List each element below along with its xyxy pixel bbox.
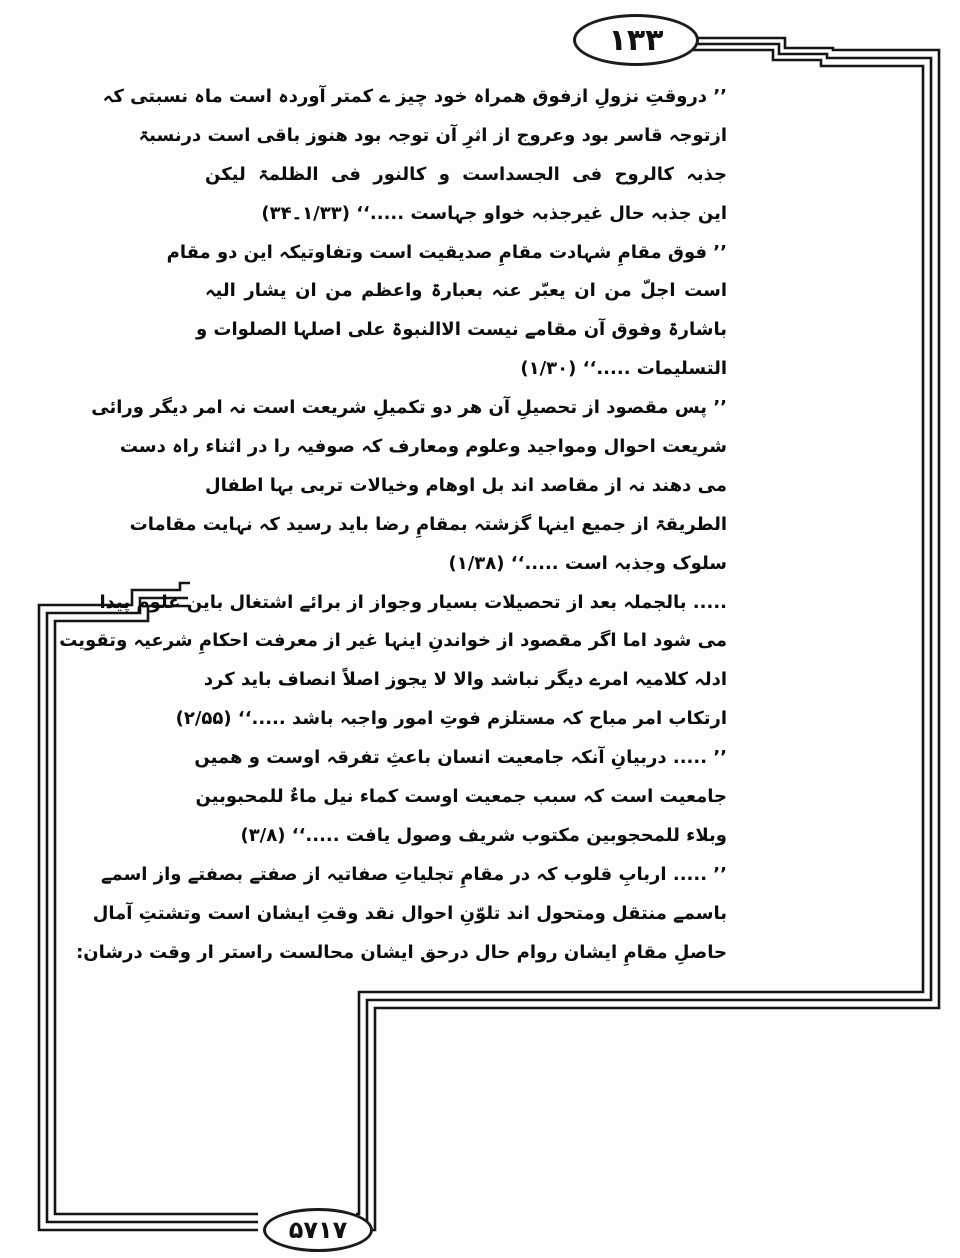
text-line: جامعیت است کہ سبب جمعیت اوست کماء نیل ماءٌ للمحبوبین: [195, 786, 727, 808]
folio-number: ۵۷۱۷: [288, 1216, 348, 1244]
text-line: این جذبہ حال غیرجذبہ خواو جہاست .....‘‘ (۱/۳۳۔۳۴): [261, 202, 727, 224]
text-line: شریعت احوال ومواجید وعلوم ومعارف کہ صوفیہ را در اثناء راہ دست: [119, 436, 727, 458]
text-line: ادلہ کلامیہ امرے دیگر نباشد والا لا یجوز اصلاً انصاف باید کرد: [203, 669, 727, 691]
text-line: وبلاء للمحجوبین مکتوب شریف وصول یافت .....‘‘ (۳/۸): [240, 824, 727, 846]
text-line: ..... بالجملہ بعد از تحصیلات بسیار وجواز از برائے اشتغال باین علوم پیدا: [99, 591, 727, 613]
text-line: ازتوجہ قاسر بود وعروج از اثرِ آن توجہ بود هنوز باقی است درنسبۃ: [138, 124, 727, 146]
page-number: ۱۳۳: [608, 22, 664, 58]
text-line: ’’ ..... دربیانِ آنکہ جامعیت انسان باعثِ تفرقہ اوست و همیں: [194, 747, 727, 769]
text-line: الطریقۃ از جمیع اینہا گزشتہ بمقامِ رضا باید رسید کہ نہایت مقامات: [129, 513, 727, 535]
text-line: می شود اما اگر مقصود از خواندنِ اینہا غیر از معرفت احکامِ شرعیہ وتقویت: [59, 630, 727, 652]
text-line: التسلیمات .....‘‘ (۱/۳۰): [520, 358, 727, 380]
text-line: می دهند نہ از مقاصد اند بل اوهام وخیالات تربی بہا اطفال: [205, 474, 727, 496]
text-line: باشارۃ وفوق آن مقامے نیست الاالنبوۃ علی اصلہا الصلوات و: [195, 319, 727, 341]
text-line: حاصلِ مقامِ ایشان روام حال درحق ایشان محالست راستر ار وقت درشان:: [76, 941, 727, 963]
text-line: ’’ دروقتِ نزولِ ازفوق همراہ خود چیز ے کمتر آوردہ است ماہ نسبتی کہ: [102, 86, 727, 107]
main-text: [59, 78, 727, 1178]
page-number-badge: [573, 14, 699, 66]
text-line: ’’ پس مقصود از تحصیلِ آن هر دو تکمیلِ شریعت است نہ امر دیگر ورائی: [91, 397, 727, 419]
text-line: ارتکاب امر مباح کہ مستلزم فوتِ امور واجبہ باشد .....‘‘ (۲/۵۵): [175, 708, 727, 730]
text-line: باسمے منتقل ومتحول اند تلوّنِ احوال نقد وقتِ ایشان است وتشتتِ آمال: [92, 902, 727, 924]
text-line: است اجلّ من ان یعبّر عنہ بعبارۃ واعظم من ان یشار الیہ: [205, 280, 727, 302]
folio-badge: [263, 1208, 373, 1252]
text-line: ’’ ..... اربابِ قلوب کہ در مقامِ تجلیاتِ صفاتیہ از صفتے بصفتے واز اسمے: [100, 863, 727, 885]
text-line: جذبہ کالروح فی الجسداست و کالنور فی الظلمۃ لیکن: [205, 163, 727, 185]
text-line: سلوک وجذبہ است .....‘‘ (۱/۳۸): [448, 552, 727, 574]
text-line: ’’ فوق مقامِ شہادت مقامِ صدیقیت است وتفاوتیکہ این دو مقام: [166, 241, 727, 263]
